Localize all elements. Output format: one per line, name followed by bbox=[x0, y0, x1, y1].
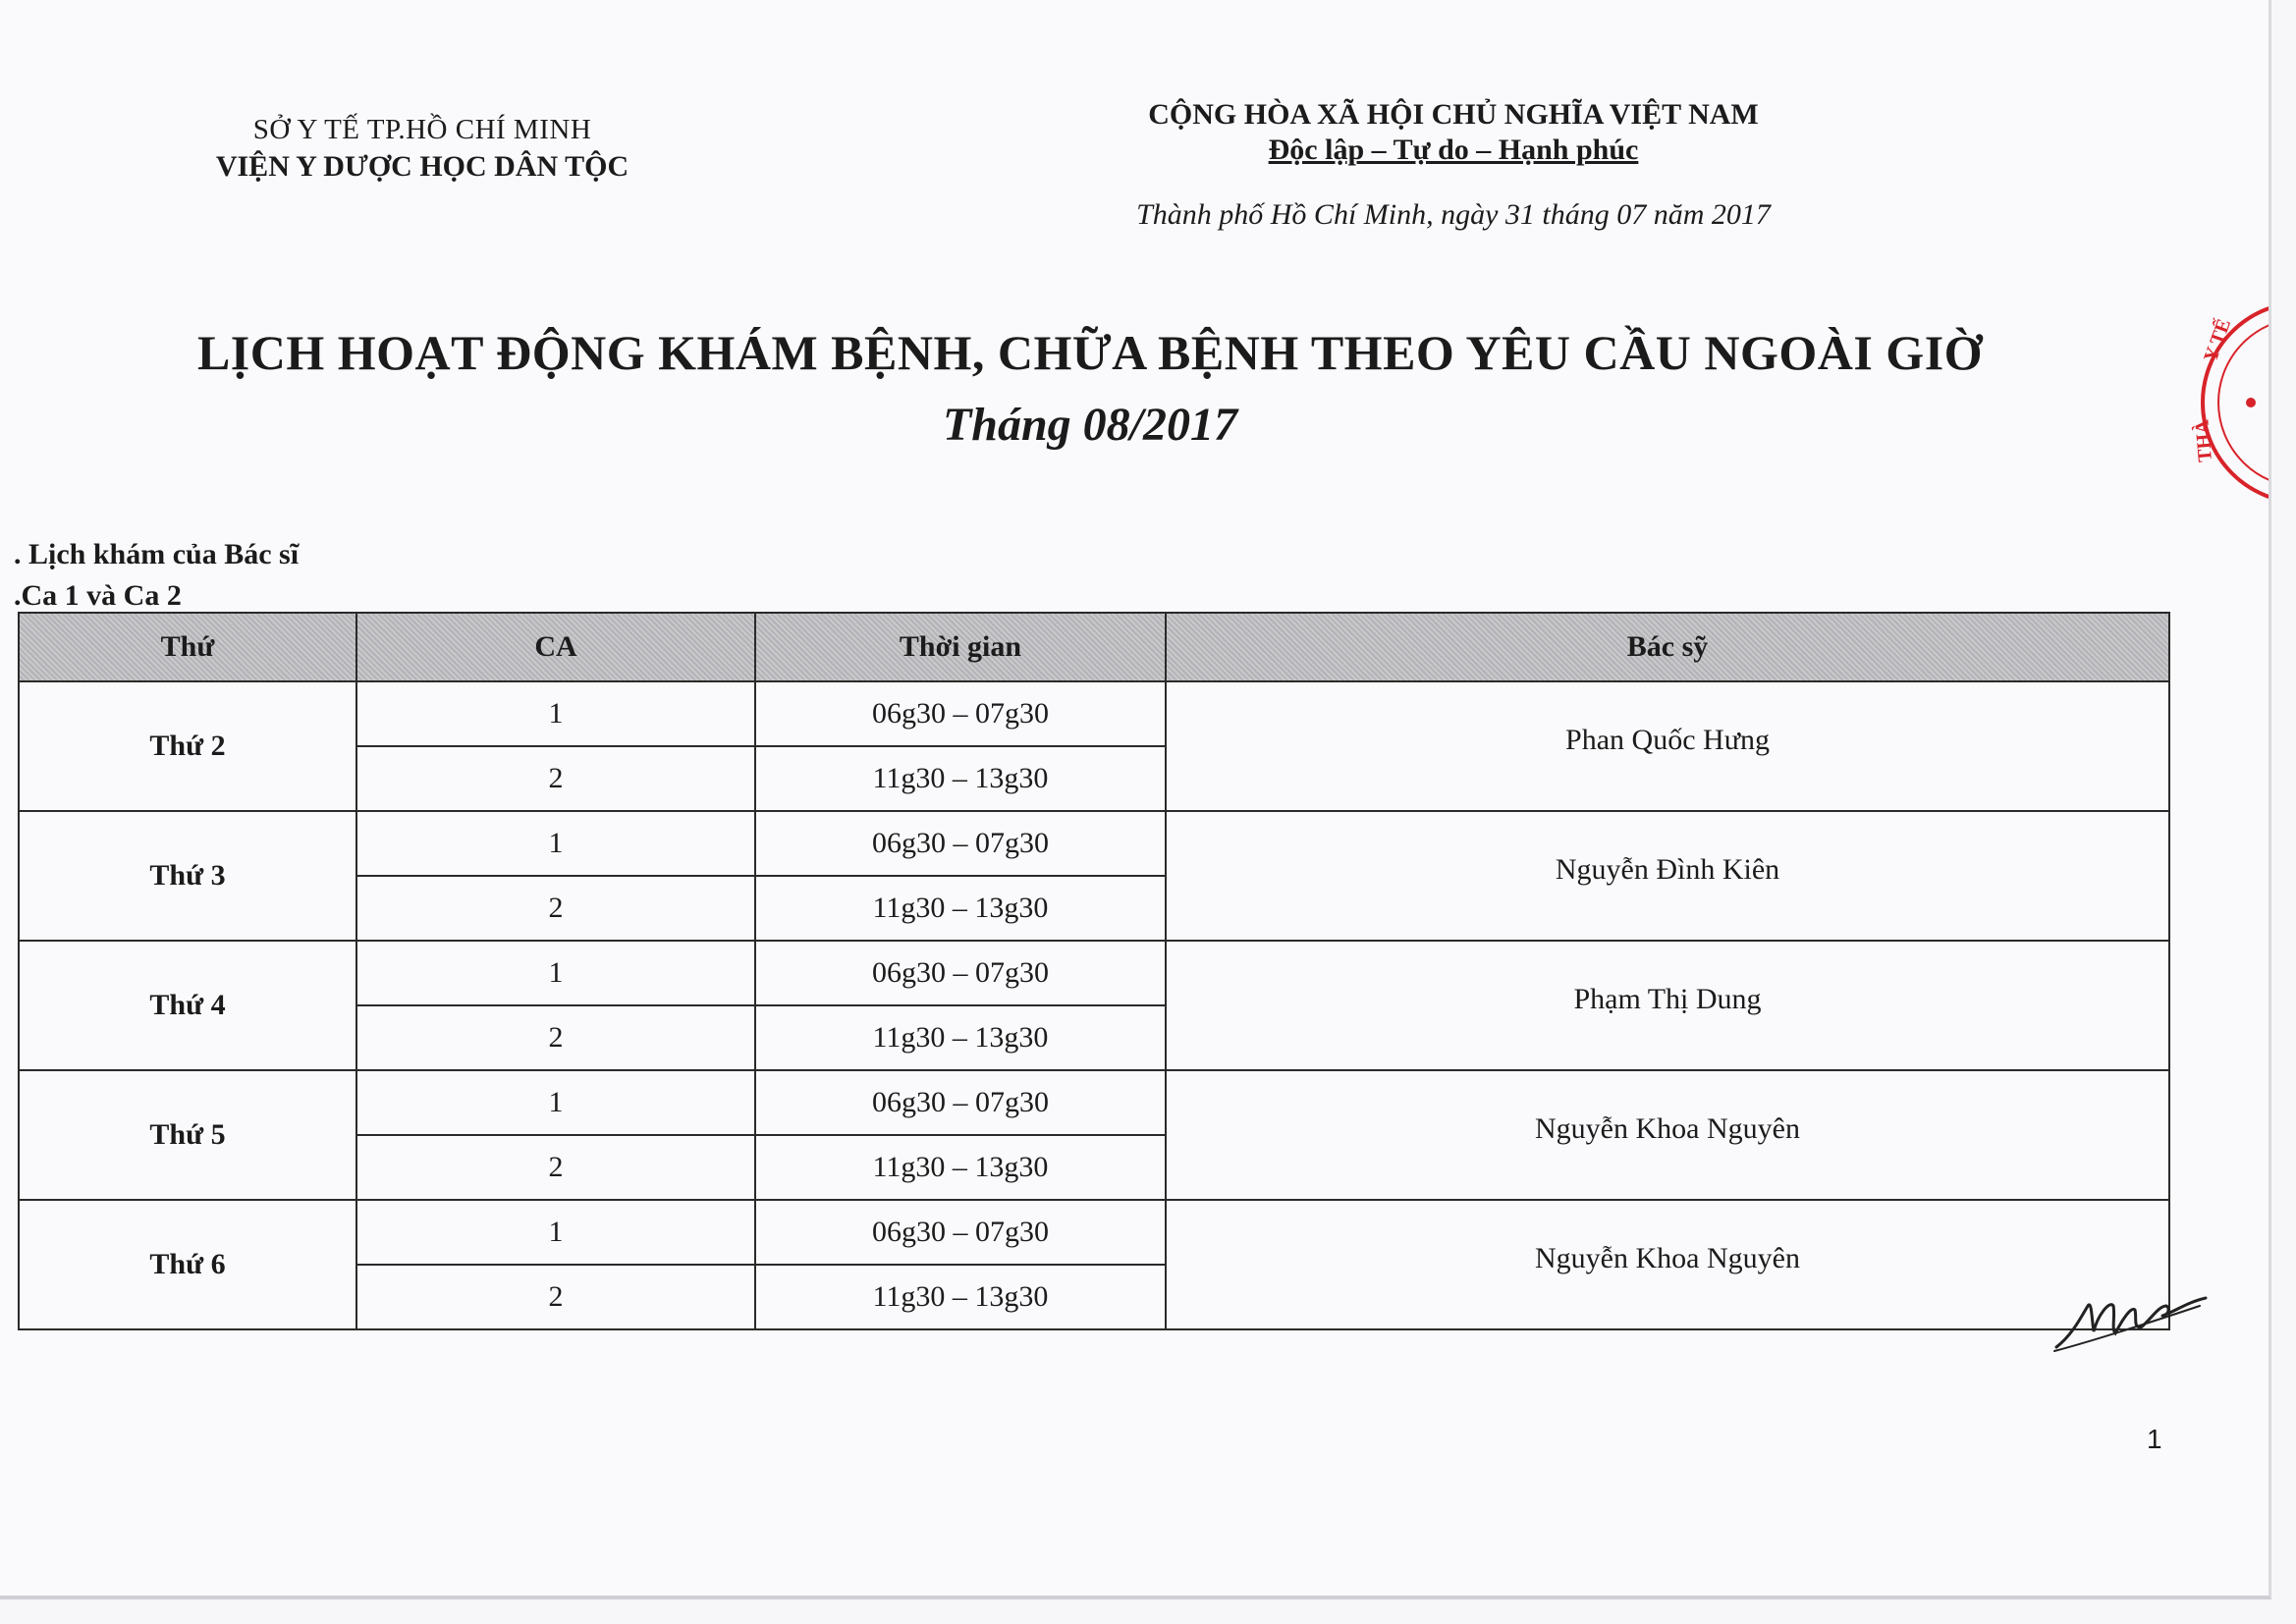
table-header-row bbox=[19, 613, 2169, 681]
day-cell: Thứ 2 bbox=[19, 681, 356, 811]
doctor-cell: Nguyễn Khoa Nguyên bbox=[1166, 1200, 2169, 1329]
svg-text:Y TẾ: Y TẾ bbox=[2200, 315, 2236, 365]
national-motto-block bbox=[1110, 98, 1797, 167]
time-cell: 11g30 – 13g30 bbox=[755, 746, 1166, 811]
table-row bbox=[19, 681, 2169, 746]
time-cell: 11g30 – 13g30 bbox=[755, 1135, 1166, 1200]
shift-cell: 1 bbox=[356, 1070, 755, 1135]
table-row bbox=[19, 1200, 2169, 1265]
document-title: LỊCH HOẠT ĐỘNG KHÁM BỆNH, CHỮA BỆNH THEO YÊU CẦU NGOÀI GIỜ bbox=[196, 325, 1984, 380]
time-cell: 06g30 – 07g30 bbox=[755, 811, 1166, 876]
section-heading: . Lịch khám của Bác sĩ bbox=[14, 538, 300, 570]
day-cell: Thứ 5 bbox=[19, 1070, 356, 1200]
shift-cell: 1 bbox=[356, 681, 755, 746]
stamp-seal-graphic bbox=[2190, 295, 2269, 511]
table-row bbox=[19, 941, 2169, 1005]
header-shift: CA bbox=[356, 613, 755, 681]
national-motto: Độc lập – Tự do – Hạnh phúc bbox=[1268, 134, 1639, 166]
time-cell: 11g30 – 13g30 bbox=[755, 876, 1166, 941]
table-row bbox=[19, 1070, 2169, 1135]
subsection-heading: .Ca 1 và Ca 2 bbox=[14, 579, 182, 612]
shift-cell: 2 bbox=[356, 1265, 755, 1329]
time-cell: 11g30 – 13g30 bbox=[755, 1005, 1166, 1070]
header-time: Thời gian bbox=[755, 613, 1166, 681]
shift-cell: 1 bbox=[356, 941, 755, 1005]
parent-agency: SỞ Y TẾ TP.HỒ CHÍ MINH bbox=[252, 114, 592, 145]
svg-text:THÀ: THÀ bbox=[2191, 418, 2216, 463]
time-cell: 06g30 – 07g30 bbox=[755, 941, 1166, 1005]
shift-cell: 1 bbox=[356, 1200, 755, 1265]
doctor-cell: Nguyễn Khoa Nguyên bbox=[1166, 1070, 2169, 1200]
schedule-table bbox=[18, 612, 2170, 1330]
time-cell: 06g30 – 07g30 bbox=[755, 1070, 1166, 1135]
header-doctor: Bác sỹ bbox=[1166, 613, 2169, 681]
day-cell: Thứ 6 bbox=[19, 1200, 356, 1329]
time-cell: 06g30 – 07g30 bbox=[755, 681, 1166, 746]
day-cell: Thứ 3 bbox=[19, 811, 356, 941]
doctor-cell: Phạm Thị Dung bbox=[1166, 941, 2169, 1070]
day-cell: Thứ 4 bbox=[19, 941, 356, 1070]
page-number: 1 bbox=[2147, 1424, 2162, 1454]
shift-cell: 2 bbox=[356, 746, 755, 811]
shift-cell: 2 bbox=[356, 876, 755, 941]
official-stamp bbox=[2190, 295, 2269, 511]
signature-graphic bbox=[2052, 1276, 2210, 1355]
shift-cell: 2 bbox=[356, 1005, 755, 1070]
institute-name: VIỆN Y DƯỢC HỌC DÂN TỘC bbox=[215, 150, 629, 183]
document-date: Thành phố Hồ Chí Minh, ngày 31 tháng 07 năm 2017 bbox=[1136, 198, 1771, 231]
issuing-agency-block bbox=[177, 114, 668, 184]
country-name: CỘNG HÒA XÃ HỘI CHỦ NGHĨA VIỆT NAM bbox=[1148, 98, 1759, 131]
doctor-cell: Phan Quốc Hưng bbox=[1166, 681, 2169, 811]
table-row bbox=[19, 811, 2169, 876]
time-cell: 06g30 – 07g30 bbox=[755, 1200, 1166, 1265]
shift-cell: 2 bbox=[356, 1135, 755, 1200]
time-cell: 11g30 – 13g30 bbox=[755, 1265, 1166, 1329]
shift-cell: 1 bbox=[356, 811, 755, 876]
doctor-cell: Nguyễn Đình Kiên bbox=[1166, 811, 2169, 941]
document-subtitle: Tháng 08/2017 bbox=[942, 399, 1238, 451]
header-day: Thứ bbox=[19, 613, 356, 681]
signature bbox=[2052, 1276, 2210, 1355]
